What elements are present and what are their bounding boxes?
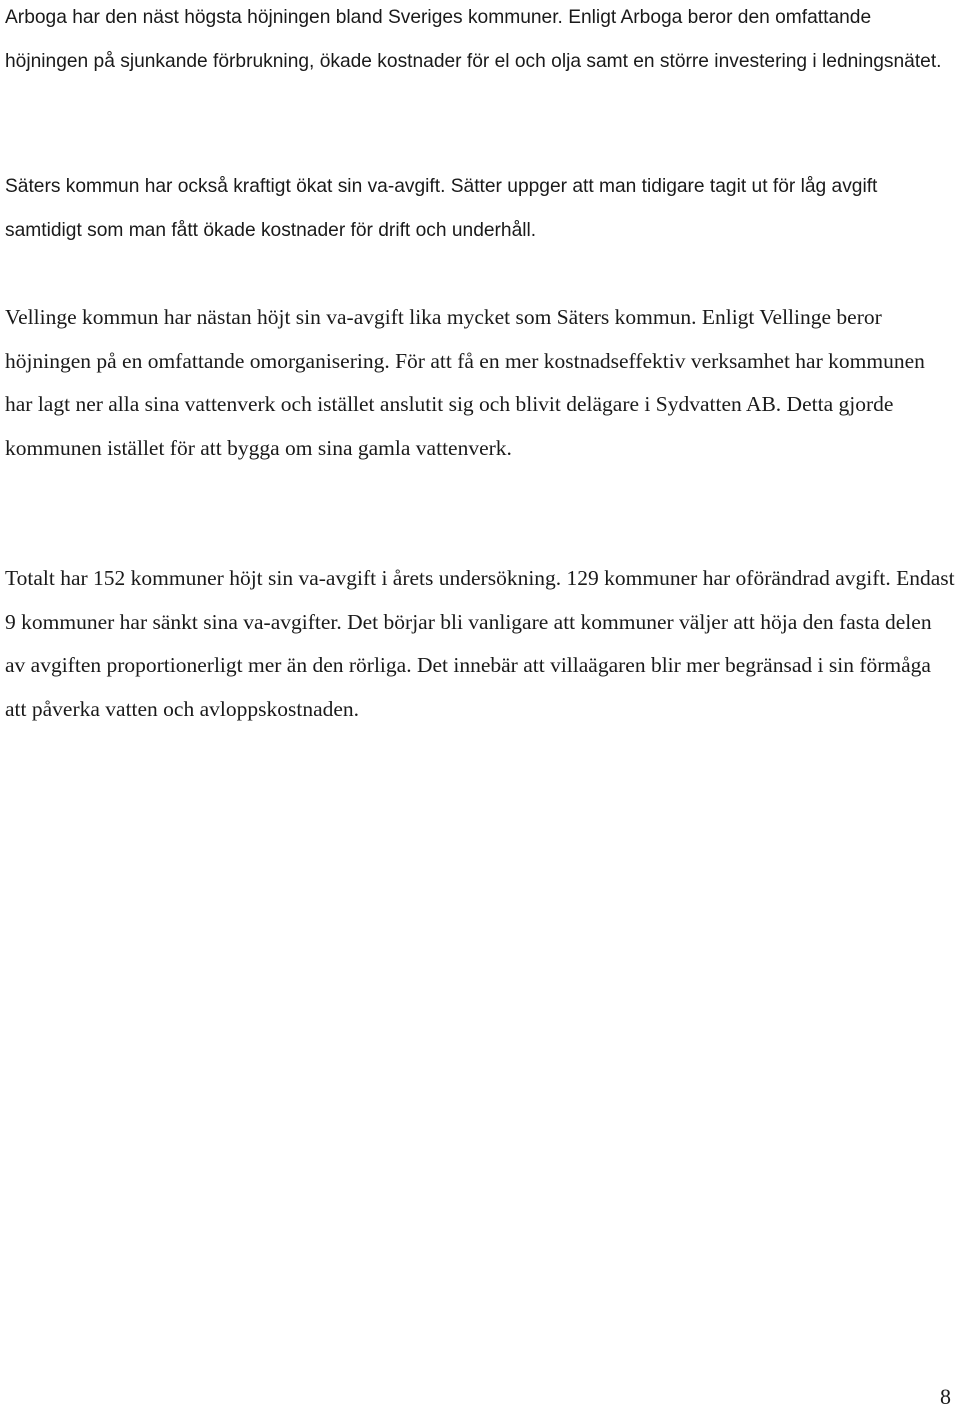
page-number: 8 bbox=[940, 1384, 951, 1409]
paragraph-arboga: Arboga har den näst högsta höjningen bland Sveriges kommuner. Enligt Arboga beror den omfattande höjningen på sjunkande förbrukning, ökade kostnader för el och olja samt en större investering i ledningsnätet. bbox=[5, 7, 942, 72]
paragraph-summary: Totalt har 152 kommuner höjt sin va-avgift i årets undersökning. 129 kommuner har oförändrad avgift. Endast 9 kommuner har sänkt sina va-avgifter. Det börjar bli vanligare att kommuner väljer att höja den fasta delen av avgiften proportionerligt mer än den rörliga. Det innebär att villaägaren blir mer begränsad i sin förmåga att påverka vatten och avloppskostnaden. bbox=[5, 566, 955, 721]
paragraph-vellinge: Vellinge kommun har nästan höjt sin va-avgift lika mycket som Säters kommun. Enligt Vellinge beror höjningen på en omfattande omorganisering. För att få en mer kostnadseffektiv verksamhet har kommunen har lagt ner alla sina vattenverk och istället anslutit sig och blivit delägare i Sydvatten AB. Detta gjorde kommunen istället för att bygga om sina gamla vattenverk. bbox=[5, 305, 925, 460]
paragraph-saters: Säters kommun har också kraftigt ökat sin va-avgift. Sätter uppger att man tidigare tagit ut för låg avgift samtidigt som man fått ökade kostnader för drift och underhåll. bbox=[5, 176, 878, 241]
